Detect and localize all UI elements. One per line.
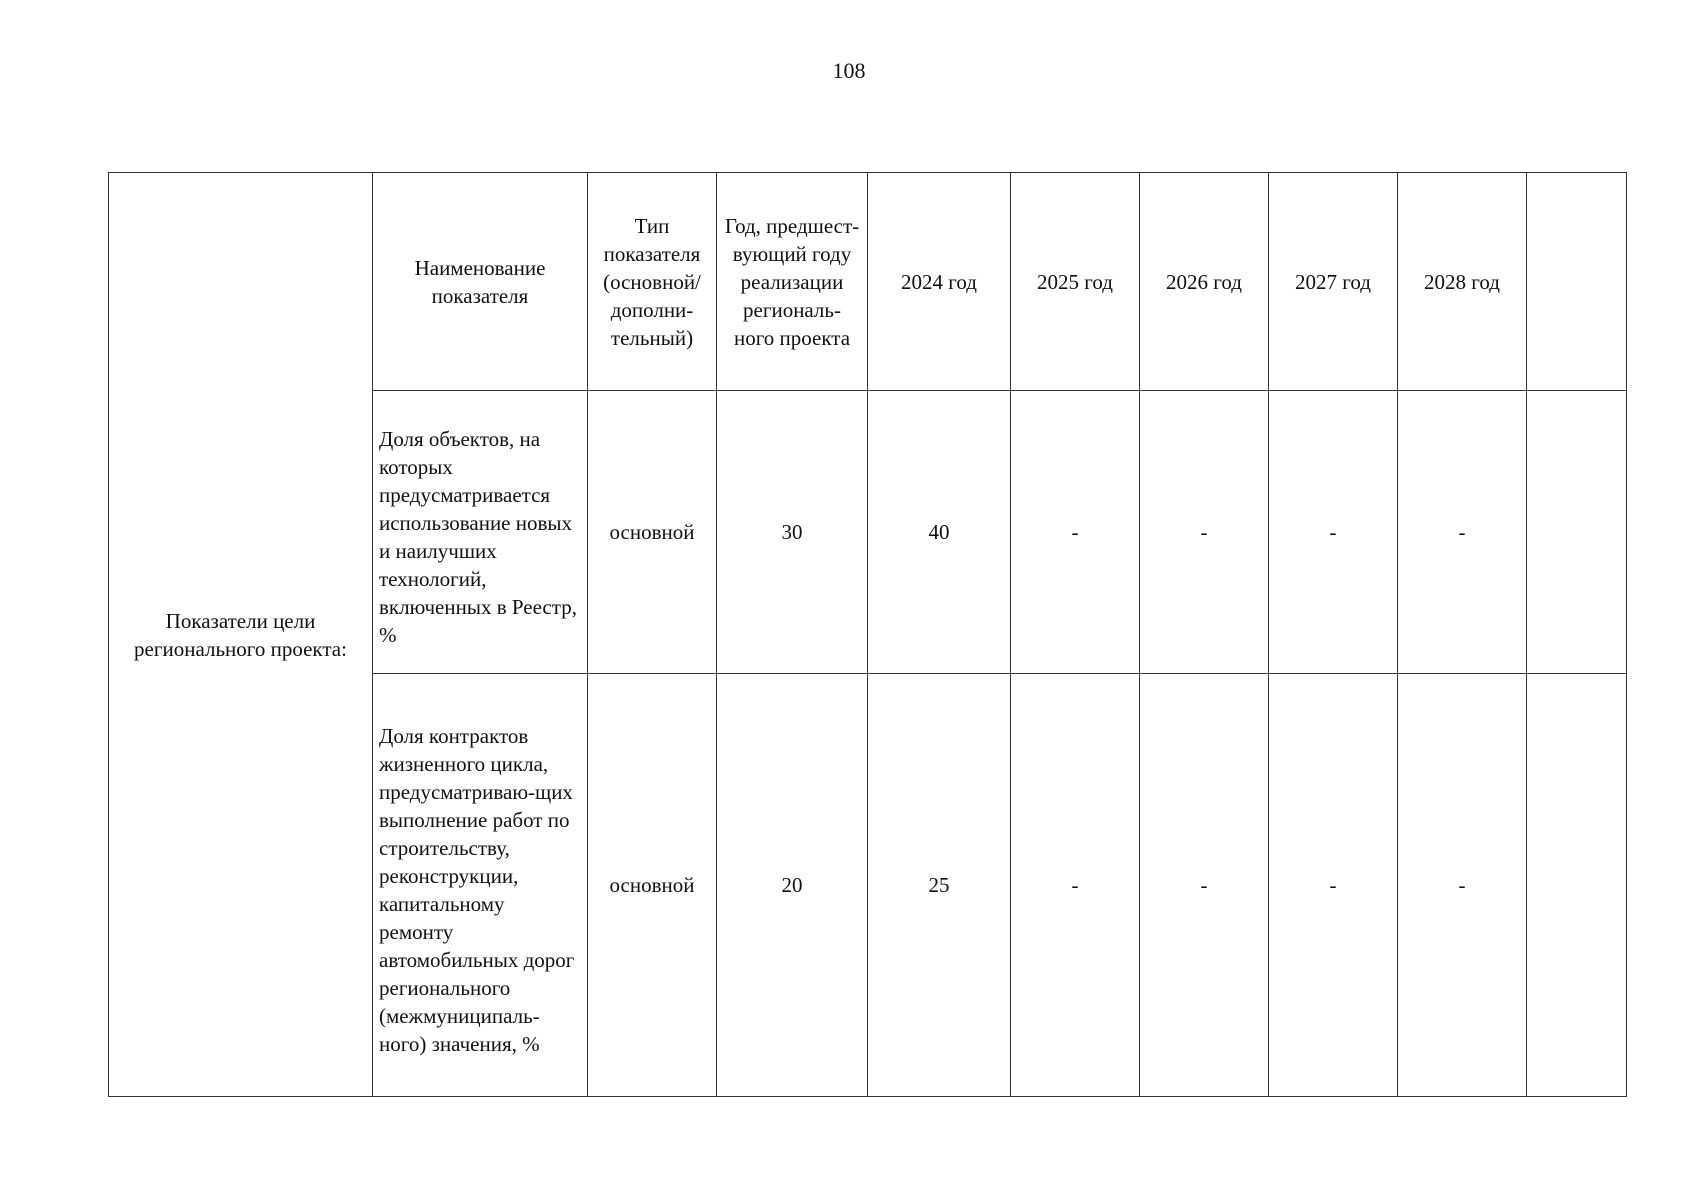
header-2026: 2026 год	[1140, 173, 1269, 391]
indicator-2027-value: -	[1269, 391, 1398, 674]
indicator-extra-value	[1527, 674, 1627, 1097]
header-2024: 2024 год	[868, 173, 1011, 391]
indicator-2024-value: 25	[868, 674, 1011, 1097]
indicator-extra-value	[1527, 391, 1627, 674]
page-number: 108	[832, 58, 866, 83]
header-type: Тип показателя (основной/ дополни-тельный)	[588, 173, 717, 391]
indicator-name: Доля объектов, на которых предусматривается использование новых и наилучших технологий, включенных в Реестр, %	[373, 391, 588, 674]
indicator-2027-value: -	[1269, 674, 1398, 1097]
indicator-base-value: 30	[717, 391, 868, 674]
indicator-2024-value: 40	[868, 391, 1011, 674]
indicator-2026-value: -	[1140, 391, 1269, 674]
header-name: Наименование показателя	[373, 173, 588, 391]
indicator-type: основной	[588, 674, 717, 1097]
indicator-base-value: 20	[717, 674, 868, 1097]
indicator-2026-value: -	[1140, 674, 1269, 1097]
header-2027: 2027 год	[1269, 173, 1398, 391]
indicator-2025-value: -	[1011, 674, 1140, 1097]
header-extra	[1527, 173, 1627, 391]
indicator-name: Доля контрактов жизненного цикла, предусматриваю-щих выполнение работ по строительству, реконструкции, капитальному ремонту автомобильных дорог регионального (межмуниципаль-ного) значения, %	[373, 674, 588, 1097]
indicators-table	[108, 172, 1627, 1097]
indicator-2028-value: -	[1398, 674, 1527, 1097]
header-base-year: Год, предшест-вующий году реализации региональ-ного проекта	[717, 173, 868, 391]
row-group-label: Показатели цели регионального проекта:	[109, 173, 373, 1097]
header-2025: 2025 год	[1011, 173, 1140, 391]
indicator-2025-value: -	[1011, 391, 1140, 674]
table-header-row	[109, 173, 1627, 391]
header-2028: 2028 год	[1398, 173, 1527, 391]
indicator-type: основной	[588, 391, 717, 674]
indicator-2028-value: -	[1398, 391, 1527, 674]
